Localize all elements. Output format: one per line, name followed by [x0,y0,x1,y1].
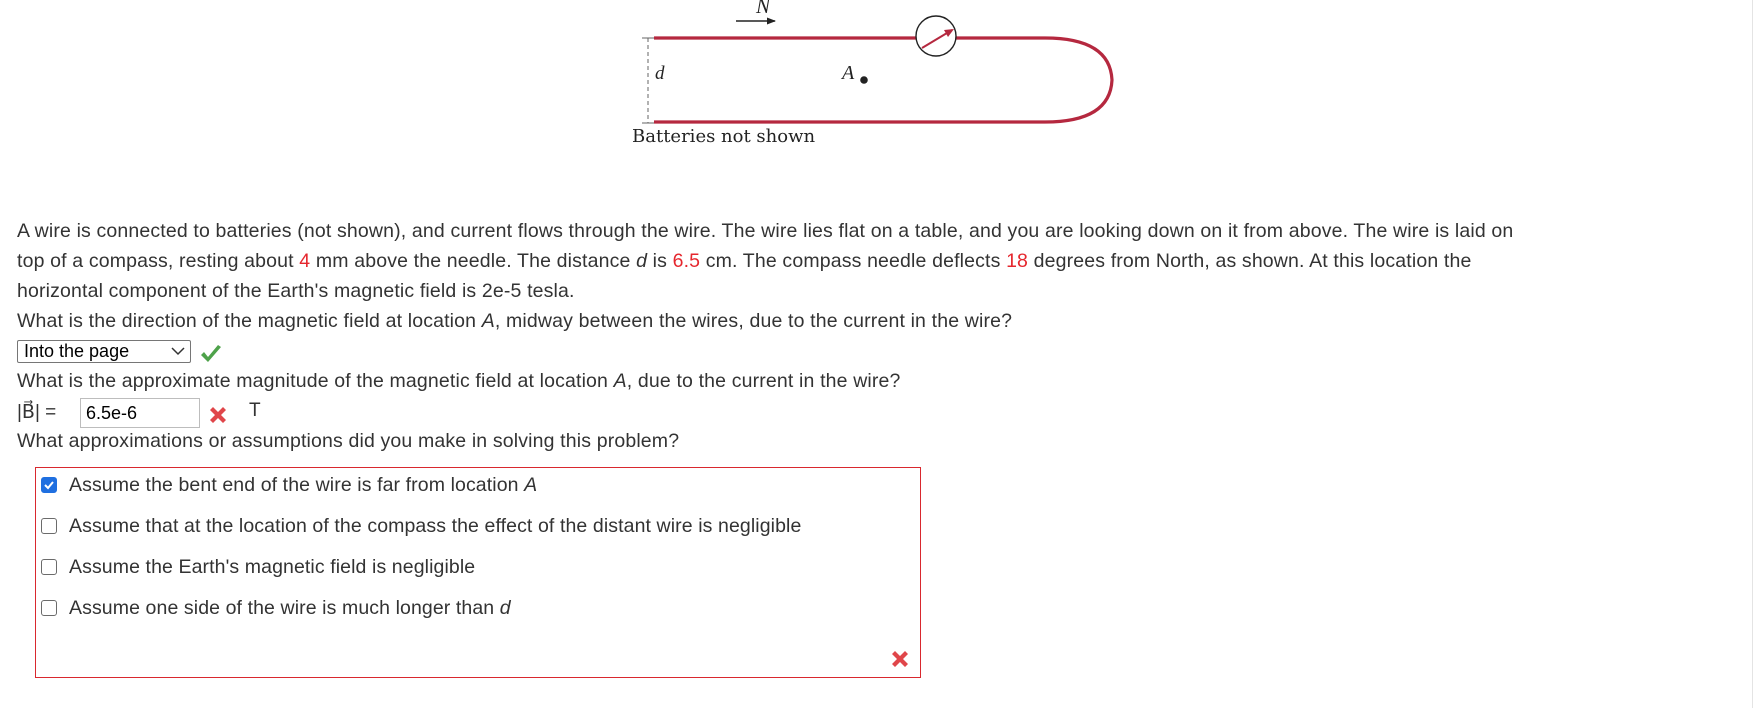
circuit-figure [0,0,1754,160]
a-label: A [842,62,855,84]
assumptions-box [35,467,921,678]
direction-select[interactable] [17,340,191,363]
gap-value: 4 [299,250,311,272]
checkbox[interactable] [41,600,57,616]
text: degrees from North, as shown. At this location the [1028,250,1472,272]
text: Assume the bent end of the wire is far from location [69,473,525,496]
magnitude-input[interactable] [80,398,200,428]
deflection-value: 18 [1006,250,1029,272]
var-a: A [613,370,627,392]
correct-check-icon [199,343,223,365]
text: is [647,250,673,272]
var-a: A [524,473,538,496]
option-label: Assume the Earth's magnetic field is negligible [69,555,476,578]
question-direction [17,310,1012,333]
direction-select-value: Into the page [24,341,130,361]
text: top of a compass, resting about [17,250,300,272]
north-label: N [756,0,771,18]
text: What is the approximate magnitude of the magnetic field at location [17,370,614,392]
distance-value: 6.5 [672,250,701,272]
figure-caption: Batteries not shown [632,126,816,147]
option-earth-field[interactable] [41,556,475,578]
option-long-side[interactable] [41,597,511,619]
option-label [69,597,511,620]
option-bent-end[interactable] [41,474,537,496]
option-distant-wire[interactable] [41,515,801,537]
text: What is the direction of the magnetic field at location [17,310,482,332]
compass-icon [916,16,956,56]
d-label: d [655,63,665,84]
text: cm. The compass needle deflects [700,250,1007,272]
var-d: d [636,250,648,272]
var-a: A [481,310,495,332]
option-label [69,474,537,497]
text: Assume one side of the wire is much longer than [69,596,500,619]
incorrect-x-icon [207,404,229,426]
wire-loop [654,38,1112,122]
question-assumptions: What approximations or assumptions did you make in solving this problem? [17,430,680,452]
point-a-marker [860,76,868,84]
var-d: d [499,596,511,619]
text: , midway between the wires, due to the current in the wire? [494,310,1013,332]
wire-diagram [0,0,1754,160]
problem-line-1: A wire is connected to batteries (not shown), and current flows through the wire. The wire lies flat on a table, and you are looking down on it from above. The wire is laid on [17,220,1514,242]
chevron-down-icon [171,345,185,357]
b-magnitude-label: |B⃗| = [17,402,57,423]
checkmark-icon [43,479,55,491]
question-magnitude [17,370,901,393]
problem-line-3: horizontal component of the Earth's magnetic field is 2e-5 tesla. [17,280,575,302]
incorrect-x-icon [889,648,911,670]
text: mm above the needle. The distance [310,250,637,272]
checkbox-checked[interactable] [41,477,57,493]
unit-label: T [249,400,261,421]
option-label: Assume that at the location of the compass the effect of the distant wire is negligible [69,514,802,537]
problem-line-2 [17,250,1471,273]
checkbox[interactable] [41,518,57,534]
checkbox[interactable] [41,559,57,575]
text: , due to the current in the wire? [626,370,901,392]
